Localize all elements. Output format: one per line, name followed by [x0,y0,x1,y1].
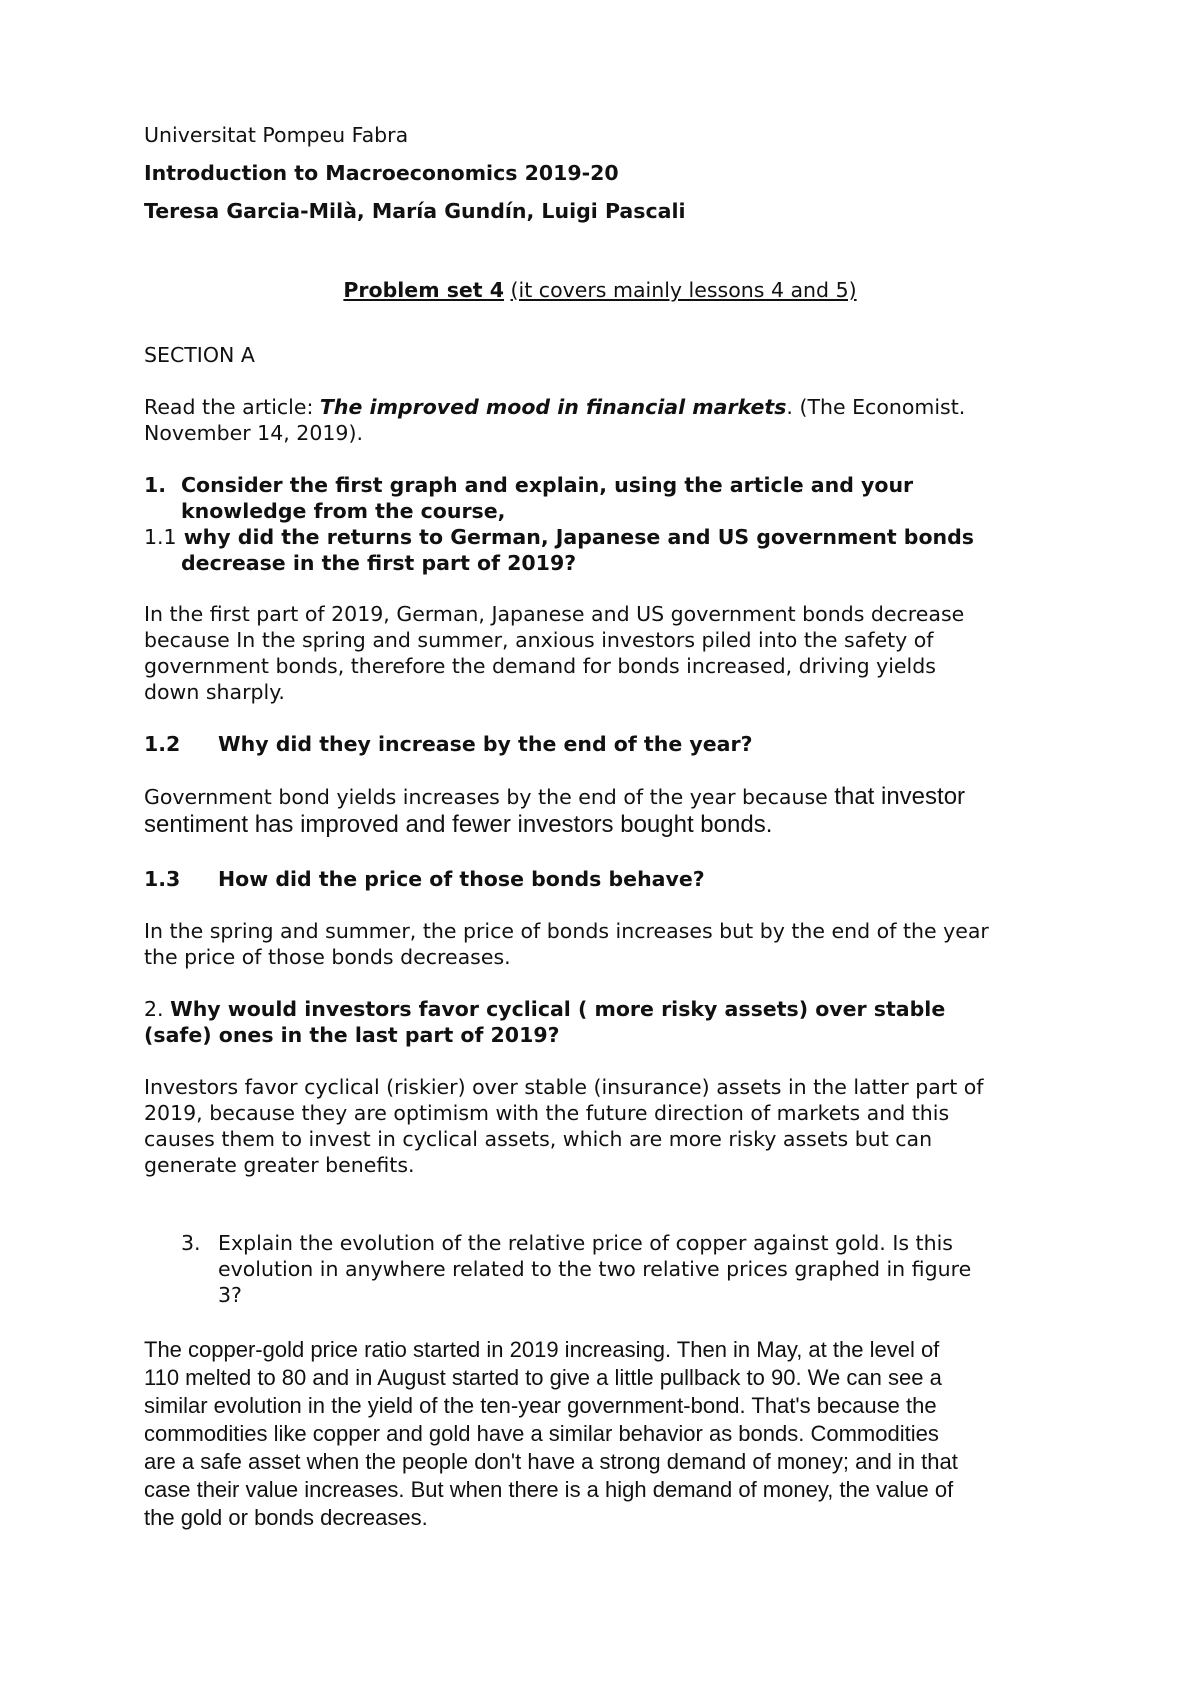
answer-1-2-line2: sentiment has improved and fewer investors bought bonds. [144,811,773,838]
answer-1-2-part-b: that investor [834,783,966,810]
article-title: The improved mood in financial markets [319,395,787,419]
question-1-line1 [144,472,913,498]
answer-1-2-line1 [144,784,965,810]
answer-3-line7: the gold or bonds decreases. [144,1505,428,1530]
question-1-1-line1 [144,524,974,550]
section-a-intro-line2: November 14, 2019). [144,421,363,445]
answer-1-1-line2: because In the spring and summer, anxious investors piled into the safety of [144,628,934,652]
answer-3-line1: The copper-gold price ratio started in 2019 increasing. Then in May, at the level of [144,1337,940,1362]
answer-1-1-line1: In the first part of 2019, German, Japanese and US government bonds decrease [144,602,965,626]
intro-suffix: . (The Economist. [786,395,966,419]
answer-3-line3: similar evolution in the yield of the ten-year government-bond. That's because the [144,1393,937,1418]
answer-3-line5: are a safe asset when the people don't have a strong demand of money; and in that [144,1449,958,1474]
answer-2-line1: Investors favor cyclical (riskier) over stable (insurance) assets in the latter part of [144,1075,984,1099]
question-1-3 [144,866,705,892]
answer-2-line3: causes them to invest in cyclical assets, which are more risky assets but can [144,1127,933,1151]
authors: Teresa Garcia-Milà, María Gundín, Luigi Pascali [144,199,686,223]
question-3-line1 [181,1230,953,1256]
question-2-line2: (safe) ones in the last part of 2019? [144,1023,560,1047]
university-name: Universitat Pompeu Fabra [144,123,409,147]
problem-set-title: Problem set 4 [343,278,505,302]
section-a-heading: SECTION A [144,343,255,367]
problem-set-subtitle: (it covers mainly lessons 4 and 5) [510,278,857,302]
question-1-2 [144,731,752,757]
answer-3-line2: 110 melted to 80 and in August started to give a little pullback to 90. We can see a [144,1365,942,1390]
question-1-1-line2: decrease in the first part of 2019? [181,551,577,575]
answer-1-3-line1: In the spring and summer, the price of bonds increases but by the end of the year [144,919,989,943]
question-3-line3: 3? [218,1283,242,1307]
answer-2-line4: generate greater benefits. [144,1153,415,1177]
problem-set-heading [0,277,1200,303]
intro-prefix: Read the article: [144,395,320,419]
question-2-number: 2. [144,997,171,1021]
answer-2-line2: 2019, because they are optimism with the future direction of markets and this [144,1101,950,1125]
answer-1-2-part-a: Government bond yields increases by the end of the year because [144,785,835,809]
question-1-1-number: 1.1 [144,525,177,549]
answer-3-line4: commodities like copper and gold have a similar behavior as bonds. Commodities [144,1421,939,1446]
question-1-2-number: 1.2 [144,732,181,756]
question-1-3-number: 1.3 [144,867,181,891]
question-3-line2: evolution in anywhere related to the two relative prices graphed in figure [218,1257,972,1281]
question-1-1-text: why did the returns to German, Japanese and US government bonds [176,525,974,549]
question-1-text: Consider the first graph and explain, using the article and your [181,473,914,497]
question-1-2-text: Why did they increase by the end of the year? [218,732,753,756]
section-a-intro [144,394,965,420]
question-3-text: Explain the evolution of the relative price of copper against gold. Is this [218,1231,953,1255]
answer-1-1-line4: down sharply. [144,680,285,704]
question-1-3-text: How did the price of those bonds behave? [218,867,705,891]
question-2-text: Why would investors favor cyclical ( more risky assets) over stable [170,997,946,1021]
question-1-line2: knowledge from the course, [181,499,506,523]
answer-1-3-line2: the price of those bonds decreases. [144,945,511,969]
question-3-number: 3. [181,1231,201,1255]
course-title: Introduction to Macroeconomics 2019-20 [144,161,619,185]
answer-1-1-line3: government bonds, therefore the demand for bonds increased, driving yields [144,654,936,678]
question-1-number: 1. [144,473,167,497]
answer-3-line6: case their value increases. But when there is a high demand of money, the value of [144,1477,954,1502]
question-2-line1 [144,996,945,1022]
